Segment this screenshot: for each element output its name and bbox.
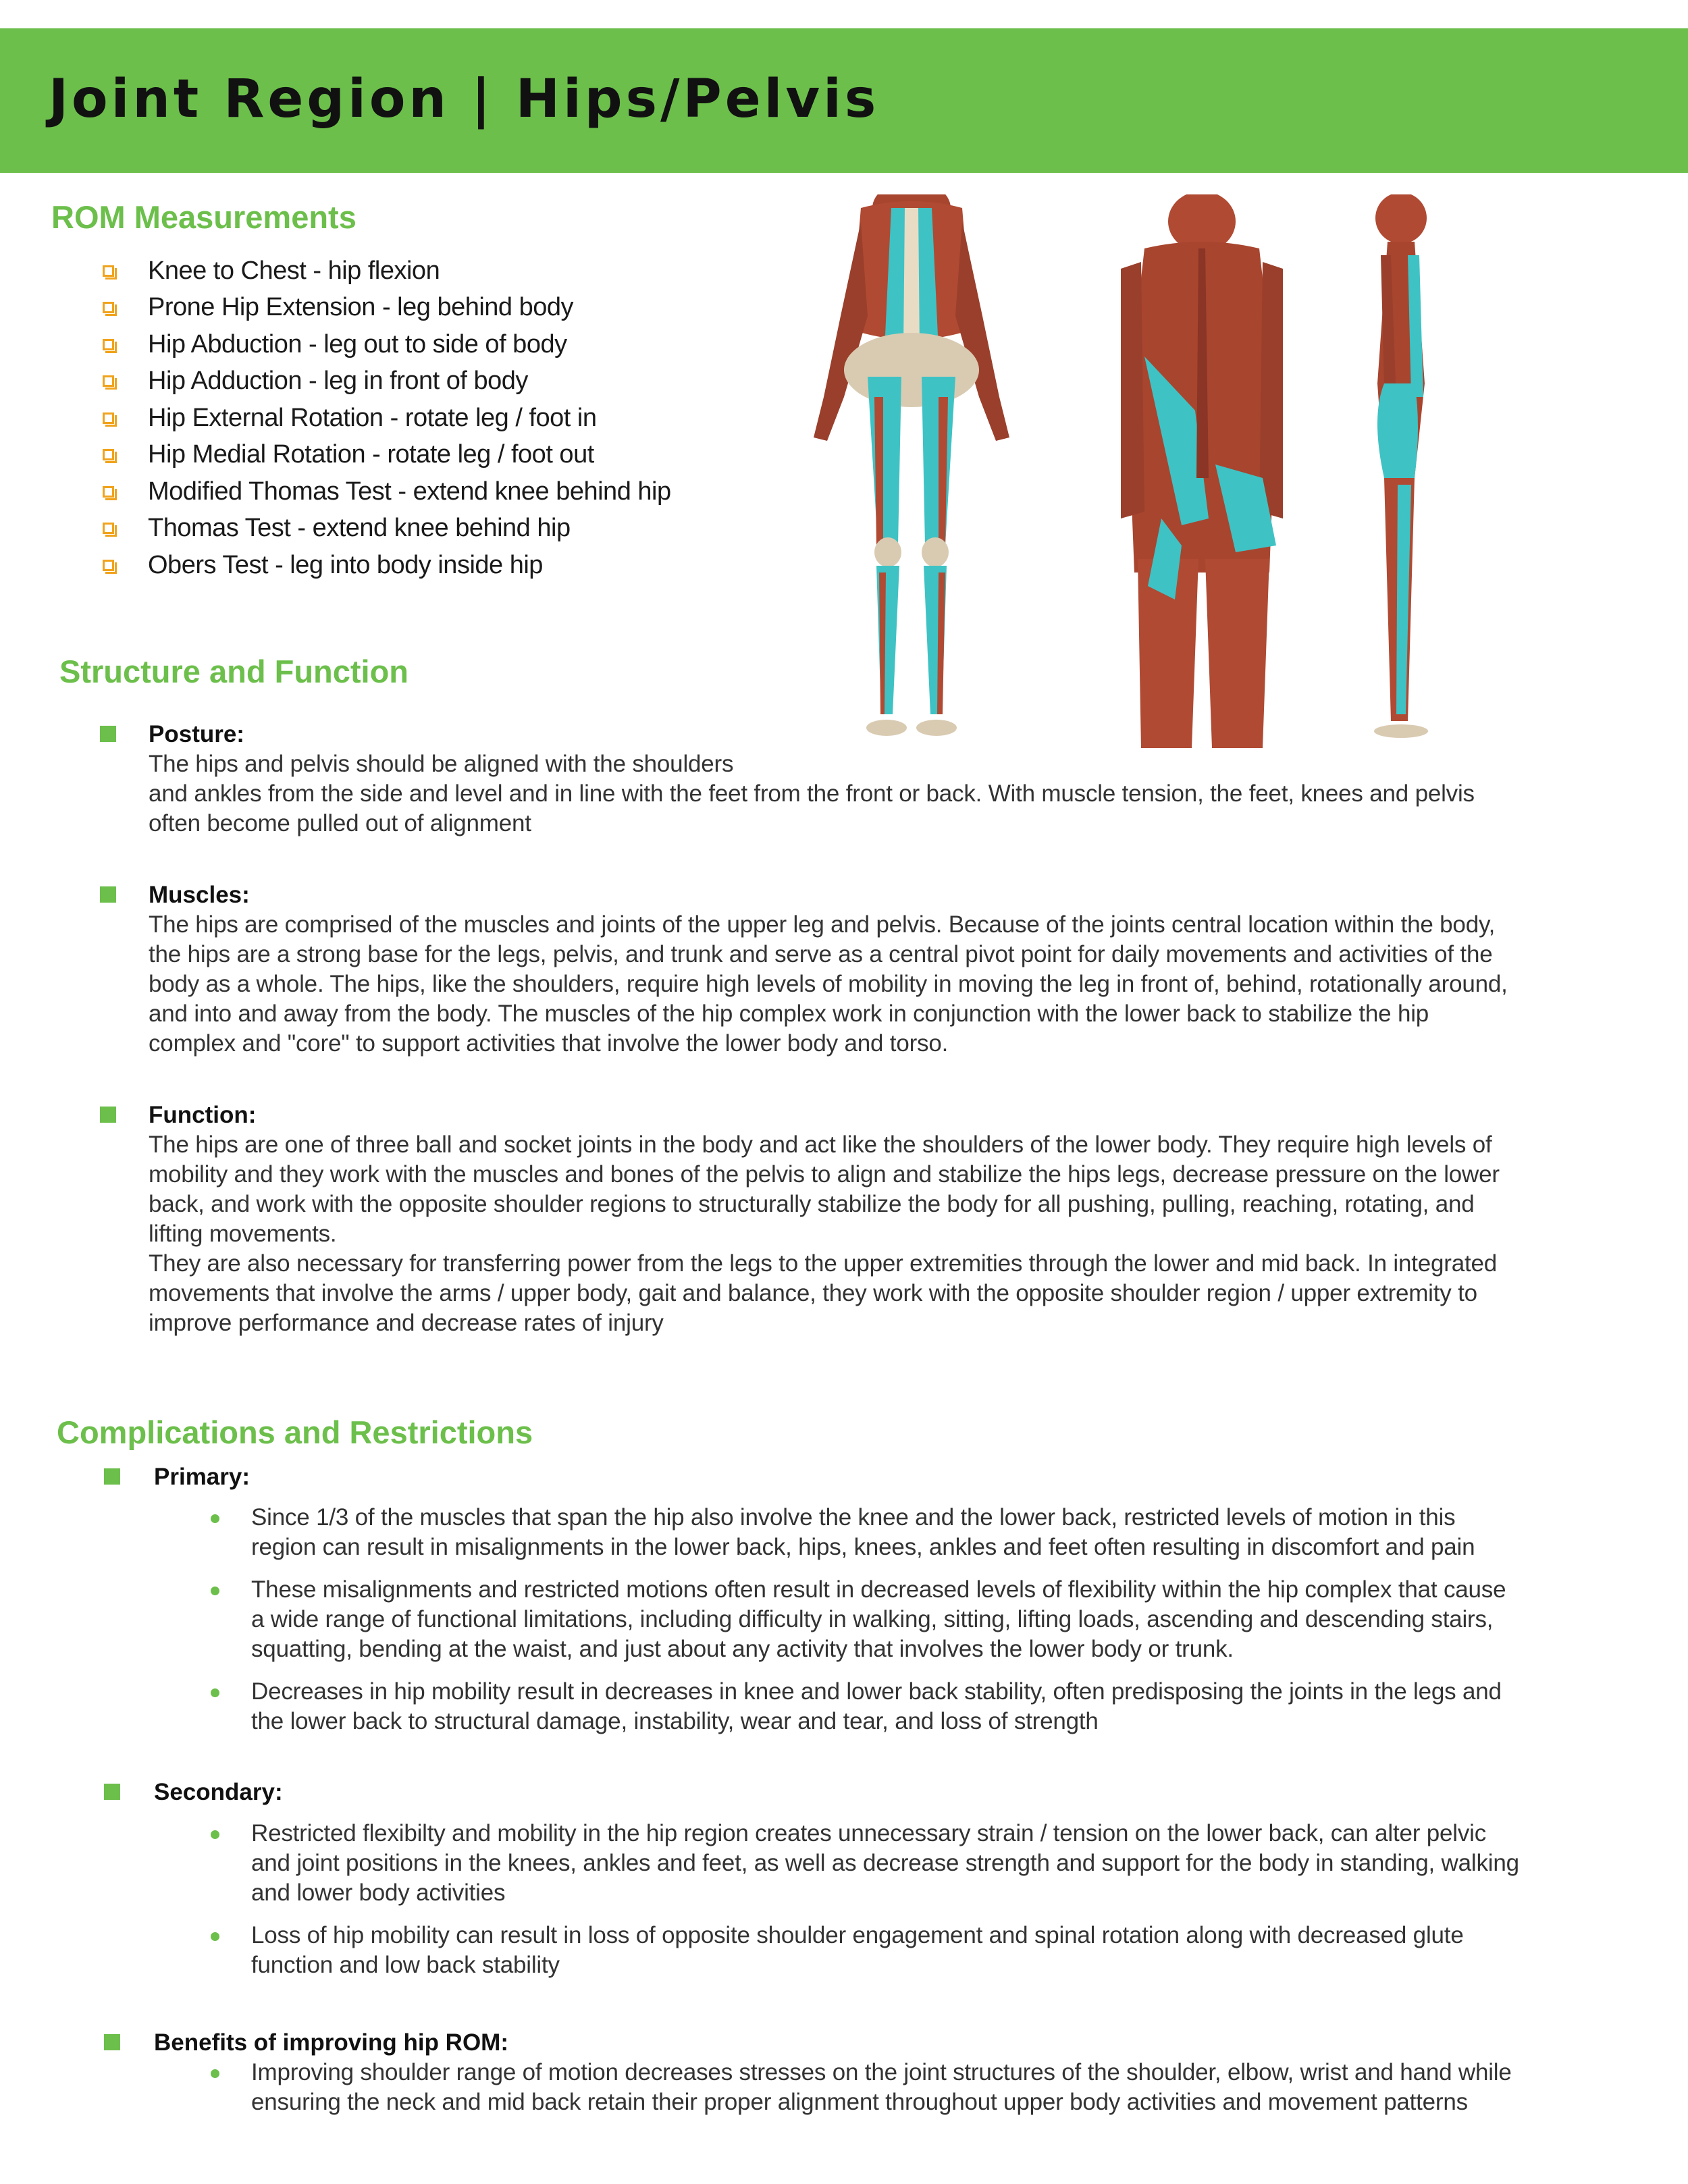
bullet-text-line: Restricted flexibilty and mobility in the hip region creates unnecessary strain / tension on the lower back, can alter pelvic xyxy=(251,1820,1486,1846)
list-item xyxy=(103,437,671,474)
square-bullet-icon xyxy=(100,726,116,742)
posterior-full-body-figure xyxy=(814,194,1009,736)
list-item xyxy=(103,252,671,290)
function-text-line: They are also necessary for transferring power from the legs to the upper extremities through the lower and mid back. In integrated xyxy=(149,1250,1498,1277)
anatomy-illustration xyxy=(803,194,1546,748)
bullet-text-line: function and low back stability xyxy=(251,1952,560,1978)
bullet-text-line: ensuring the neck and mid back retain their proper alignment throughout upper body activities and movement patterns xyxy=(251,2089,1468,2115)
rom-item-label: Thomas Test - extend knee behind hip xyxy=(148,514,571,543)
list-item xyxy=(211,1819,1662,1908)
function-text-line: lifting movements. xyxy=(149,1221,337,1247)
square-bullet-icon xyxy=(104,1784,120,1800)
bullet-text-line: the lower back to structural damage, instability, wear and tear, and loss of strength xyxy=(251,1708,1099,1734)
benefits-label: Benefits of improving hip ROM: xyxy=(154,2029,508,2056)
muscles-text-line: The hips are comprised of the muscles and joints of the upper leg and pelvis. Because of the joints central location within the body, xyxy=(149,911,1496,938)
posture-label: Posture: xyxy=(149,721,244,747)
function-text-line: mobility and they work with the muscles and bones of the pelvis to align and stabilize the hips legs, decrease pressure on the lower xyxy=(149,1161,1500,1188)
rom-item-label: Knee to Chest - hip flexion xyxy=(148,256,440,285)
secondary-section xyxy=(104,1778,283,1807)
bullet-dot-icon xyxy=(211,1688,219,1697)
list-item xyxy=(211,1575,1662,1664)
rom-item-label: Hip Abduction - leg out to side of body xyxy=(148,329,567,358)
function-label: Function: xyxy=(149,1102,257,1128)
rom-item-label: Hip Medial Rotation - rotate leg / foot out xyxy=(148,440,594,469)
square-bullet-icon xyxy=(100,1107,116,1123)
structure-heading: Structure and Function xyxy=(59,654,408,689)
benefits-bullet-list xyxy=(211,2058,1662,2130)
primary-bullet-list xyxy=(211,1503,1662,1749)
checkbox-icon xyxy=(103,375,114,387)
posterior-torso-figure xyxy=(1121,194,1283,748)
rom-item-label: Prone Hip Extension - leg behind body xyxy=(148,293,574,322)
function-text-line: The hips are one of three ball and socket joints in the body and act like the shoulders of the lower body. They require high levels of xyxy=(149,1131,1492,1158)
bullet-text-line: region can result in misalignments in the lower back, hips, knees, ankles and feet often resulting in discomfort and pain xyxy=(251,1534,1475,1560)
list-item xyxy=(211,1503,1662,1562)
lateral-full-body-figure xyxy=(1374,194,1428,738)
primary-label: Primary: xyxy=(154,1464,250,1490)
primary-section xyxy=(104,1462,250,1492)
function-section xyxy=(100,1100,1619,1338)
secondary-bullet-list xyxy=(211,1819,1662,1993)
page-title: Joint Region | Hips/Pelvis xyxy=(49,69,880,130)
checkbox-icon xyxy=(103,412,114,424)
muscles-text-line: complex and "core" to support activities that involve the lower body and torso. xyxy=(149,1030,949,1057)
checkbox-icon xyxy=(103,486,114,498)
rom-item-label: Hip External Rotation - rotate leg / foot in xyxy=(148,403,597,432)
checkbox-icon xyxy=(103,339,114,350)
muscles-label: Muscles: xyxy=(149,882,250,908)
bullet-dot-icon xyxy=(211,2069,219,2078)
bullet-dot-icon xyxy=(211,1830,219,1839)
secondary-label: Secondary: xyxy=(154,1779,283,1805)
bullet-text-line: Since 1/3 of the muscles that span the hip also involve the knee and the lower back, restricted levels of motion in this xyxy=(251,1504,1456,1530)
muscles-text-line: the hips are a strong base for the legs, pelvis, and trunk and serve as a central pivot point for daily movements and activities of the xyxy=(149,941,1493,967)
list-item xyxy=(103,400,671,437)
bullet-dot-icon xyxy=(211,1932,219,1941)
checkbox-icon xyxy=(103,523,114,534)
bullet-text-line: Improving shoulder range of motion decreases stresses on the joint structures of the shoulder, elbow, wrist and hand while xyxy=(251,2059,1512,2085)
checkbox-icon xyxy=(103,449,114,460)
posture-text-line: and ankles from the side and level and in line with the feet from the front or back. With muscle tension, the feet, knees and pelvis xyxy=(149,780,1475,807)
list-item xyxy=(103,363,671,400)
function-text-line: improve performance and decrease rates of injury xyxy=(149,1310,664,1336)
function-text-line: movements that involve the arms / upper body, gait and balance, they work with the opposite shoulder region / upper extremity to xyxy=(149,1280,1477,1306)
list-item xyxy=(211,1677,1662,1736)
complications-heading: Complications and Restrictions xyxy=(57,1414,533,1450)
rom-item-label: Modified Thomas Test - extend knee behind hip xyxy=(148,477,671,506)
rom-item-label: Obers Test - leg into body inside hip xyxy=(148,550,543,579)
posture-text-line: The hips and pelvis should be aligned with the shoulders xyxy=(149,751,734,777)
bullet-text-line: These misalignments and restricted motions often result in decreased levels of flexibility within the hip complex that cause xyxy=(251,1576,1506,1603)
bullet-text-line: Loss of hip mobility can result in loss of opposite shoulder engagement and spinal rotation along with decreased glute xyxy=(251,1922,1464,1948)
function-text-line: back, and work with the opposite shoulder regions to structurally stabilize the body for all pushing, pulling, reaching, rotating, and xyxy=(149,1191,1475,1217)
rom-item-label: Hip Adduction - leg in front of body xyxy=(148,367,528,396)
posture-text-line: often become pulled out of alignment xyxy=(149,810,531,836)
muscles-text-line: and into and away from the body. The muscles of the hip complex work in conjunction with the lower back to stabilize the hip xyxy=(149,1001,1429,1027)
checkbox-icon xyxy=(103,302,114,313)
bullet-dot-icon xyxy=(211,1587,219,1595)
bullet-text-line: squatting, bending at the waist, and just about any activity that involves the lower body or trunk. xyxy=(251,1636,1234,1662)
checkbox-icon xyxy=(103,265,114,277)
rom-checklist xyxy=(103,252,671,584)
square-bullet-icon xyxy=(100,886,116,903)
square-bullet-icon xyxy=(104,1468,120,1485)
list-item xyxy=(103,510,671,548)
list-item xyxy=(103,473,671,510)
bullet-dot-icon xyxy=(211,1514,219,1523)
list-item xyxy=(211,2058,1662,2117)
muscles-section xyxy=(100,880,1619,1059)
bullet-text-line: a wide range of functional limitations, including difficulty in walking, sitting, lifting loads, ascending and descending stairs, xyxy=(251,1606,1494,1632)
list-item xyxy=(103,326,671,363)
square-bullet-icon xyxy=(104,2034,120,2050)
rom-heading: ROM Measurements xyxy=(51,199,357,235)
bullet-text-line: and lower body activities xyxy=(251,1880,506,1906)
benefits-section xyxy=(104,2028,508,2058)
posture-section xyxy=(100,720,1585,838)
list-item xyxy=(103,547,671,584)
checkbox-icon xyxy=(103,560,114,571)
muscles-text-line: body as a whole. The hips, like the shoulders, require high levels of mobility in moving the leg in front of, behind, rotationally around, xyxy=(149,971,1508,997)
bullet-text-line: Decreases in hip mobility result in decreases in knee and lower back stability, often predisposing the joints in the legs and xyxy=(251,1678,1502,1705)
list-item xyxy=(103,290,671,327)
bullet-text-line: and joint positions in the knees, ankles and feet, as well as decrease strength and support for the body in standing, walking xyxy=(251,1850,1519,1876)
list-item xyxy=(211,1921,1662,1980)
